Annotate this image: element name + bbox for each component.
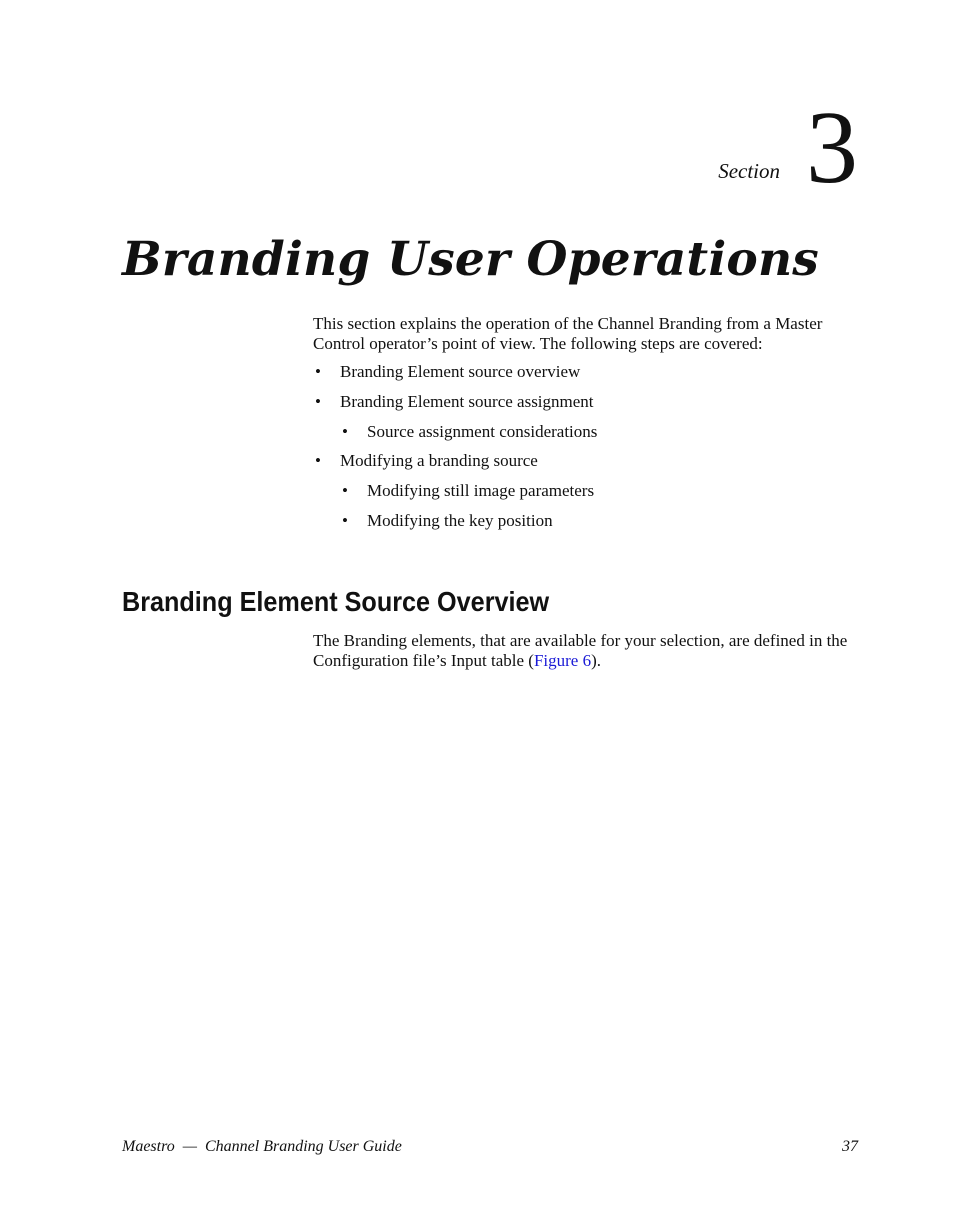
list-item: [313, 481, 597, 511]
overview-text: The Branding elements, that are available for your selection, are defined in the Configuration file’s Input table (: [313, 631, 848, 670]
steps-list: [313, 362, 597, 541]
bullet-icon: •: [315, 391, 321, 411]
footer-product: Maestro: [122, 1138, 175, 1155]
footer-title: [122, 1138, 402, 1156]
intro-paragraph: This section explains the operation of the Channel Branding from a Master Control operator’s point of view. The following steps are covered:: [313, 314, 823, 353]
list-item: [313, 422, 597, 452]
overview-text-end: ).: [591, 651, 602, 670]
list-item-text: Branding Element source overview: [340, 362, 581, 381]
list-item-text: Modifying the key position: [367, 510, 553, 530]
bullet-icon: •: [342, 421, 348, 441]
list-item: [313, 362, 597, 392]
list-item-text: Modifying still image parameters: [367, 481, 595, 501]
bullet-icon: •: [342, 510, 348, 530]
list-item-text: Source assignment considerations: [367, 421, 598, 441]
footer-guide: Channel Branding User Guide: [204, 1138, 402, 1155]
section-number: 3: [806, 90, 858, 205]
section-header: [718, 90, 858, 205]
list-item-text: Branding Element source assignment: [340, 391, 594, 411]
page-title: Branding User Operations: [122, 232, 819, 287]
bullet-icon: •: [315, 362, 321, 381]
subsection-heading: Branding Element Source Overview: [122, 586, 550, 617]
bullet-icon: •: [315, 451, 321, 471]
page-number: 37: [842, 1138, 858, 1155]
list-item: [313, 511, 597, 541]
list-item: [313, 392, 597, 422]
footer-separator: —: [182, 1138, 197, 1155]
section-label: Section: [718, 159, 780, 183]
list-item-text: Modifying a branding source: [340, 451, 538, 471]
figure-link[interactable]: Figure 6: [533, 651, 592, 670]
bullet-icon: •: [342, 481, 348, 501]
list-item: [313, 451, 597, 481]
overview-paragraph: [313, 631, 863, 671]
